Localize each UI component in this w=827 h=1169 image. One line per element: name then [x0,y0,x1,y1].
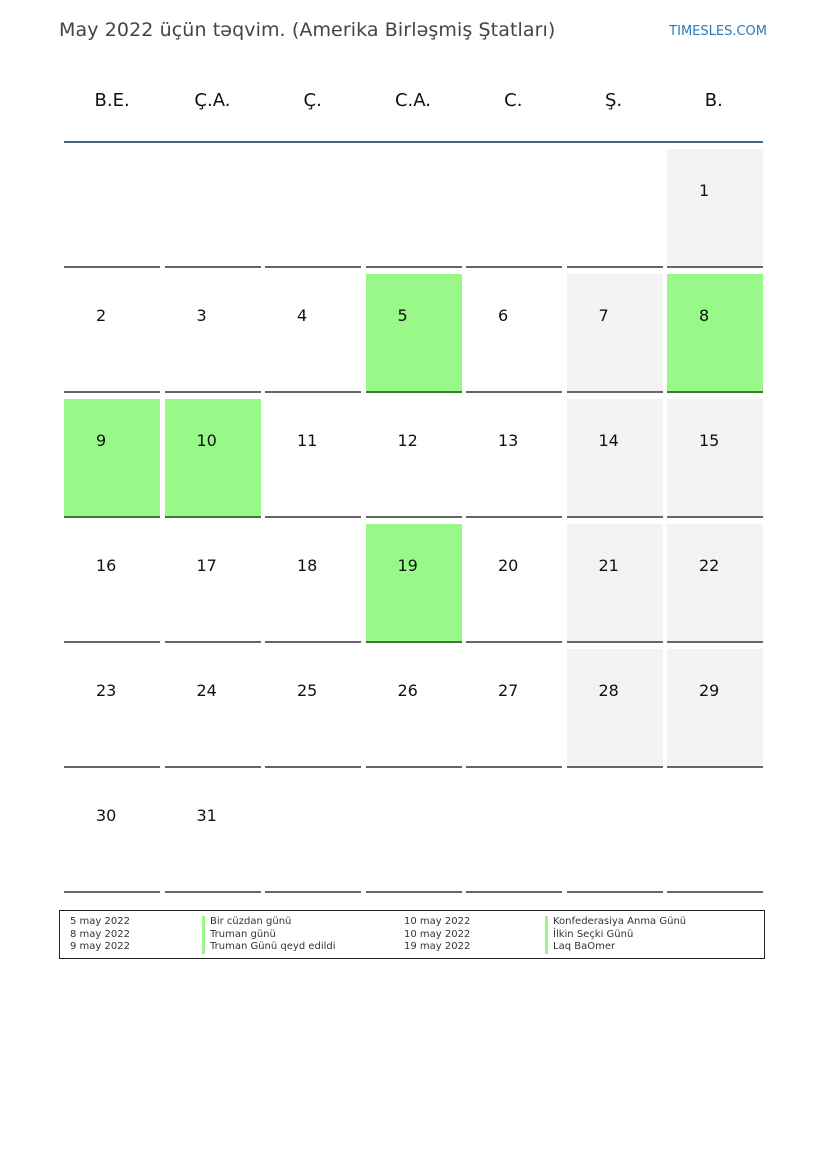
legend-holiday-name: Konfederasiya Anma Günü [545,916,686,929]
empty-day-cell [567,774,663,893]
day-number: 19 [397,556,418,575]
day-number: 17 [196,556,217,575]
day-cell [64,649,160,768]
day-number: 21 [598,556,619,575]
brand-link[interactable]: TIMESLES.COM [669,24,767,39]
day-cell [466,649,562,768]
day-number: 18 [297,556,318,575]
day-cell [64,399,160,518]
weekday-label: B. [704,90,723,111]
day-number: 4 [297,306,308,325]
day-cell [265,399,361,518]
empty-day-cell [265,149,361,268]
legend-left-names [202,916,336,954]
day-cell [265,524,361,643]
legend-date: 19 may 2022 [404,941,471,952]
day-cell [165,399,261,518]
day-cell [567,274,663,393]
day-number: 30 [96,806,117,825]
weekday-label: B.E. [94,90,130,111]
day-cell [466,524,562,643]
legend-holiday-name: Truman Günü qeyd edildi [202,941,336,954]
weekday-label: C. [504,90,523,111]
legend-date: 10 may 2022 [404,928,471,940]
day-number: 29 [699,681,720,700]
day-number: 26 [397,681,418,700]
day-cell [466,274,562,393]
day-cell [165,274,261,393]
day-cell [165,774,261,893]
header-divider [64,141,763,143]
day-number: 3 [196,306,207,325]
day-number: 11 [297,431,318,450]
day-cell [667,274,763,393]
day-number: 24 [196,681,217,700]
day-cell [667,649,763,768]
day-cell [265,274,361,393]
day-number: 27 [498,681,519,700]
day-cell [64,274,160,393]
day-number: 16 [96,556,117,575]
legend-right-names [545,916,686,954]
empty-day-cell [466,774,562,893]
day-cell [165,649,261,768]
legend-holiday-name: Laq BaOmer [545,941,686,954]
day-number: 22 [699,556,720,575]
legend-date: 10 may 2022 [404,916,471,927]
holiday-legend [59,910,765,959]
empty-day-cell [64,149,160,268]
legend-date: 8 may 2022 [70,928,130,940]
day-cell [366,524,462,643]
day-cell [567,524,663,643]
day-cell [165,524,261,643]
weekday-label: Ç.A. [194,90,231,111]
empty-day-cell [567,149,663,268]
legend-holiday-name: Truman günü [202,929,336,942]
day-number: 1 [699,181,710,200]
day-cell [667,524,763,643]
day-number: 14 [598,431,619,450]
day-number: 10 [196,431,217,450]
empty-day-cell [366,149,462,268]
day-cell [366,399,462,518]
day-cell [64,524,160,643]
day-number: 2 [96,306,107,325]
empty-day-cell [667,774,763,893]
legend-right-dates [404,916,470,954]
day-number: 5 [397,306,408,325]
empty-day-cell [466,149,562,268]
weekday-header [62,90,764,111]
day-cell [265,649,361,768]
day-number: 23 [96,681,117,700]
weekday-label: C.A. [394,90,431,111]
day-cell [366,274,462,393]
day-cell [466,399,562,518]
legend-holiday-name: Bir cüzdan günü [202,916,336,929]
day-number: 9 [96,431,107,450]
day-number: 28 [598,681,619,700]
empty-day-cell [165,149,261,268]
day-cell [667,399,763,518]
day-number: 8 [699,306,710,325]
empty-day-cell [265,774,361,893]
day-cell [64,774,160,893]
day-cell [567,649,663,768]
day-number: 6 [498,306,509,325]
weekday-label: Ç. [303,90,322,111]
legend-left-dates [70,916,130,954]
day-cell [667,149,763,268]
page-title: May 2022 üçün təqvim. (Amerika Birləşmiş Ştatları) [59,19,556,41]
weekday-label: Ş. [604,90,623,111]
day-number: 20 [498,556,519,575]
day-number: 13 [498,431,519,450]
empty-day-cell [366,774,462,893]
day-cell [366,649,462,768]
legend-date: 5 may 2022 [70,916,130,927]
day-number: 31 [196,806,217,825]
legend-holiday-name: İlkin Seçki Günü [545,929,686,942]
day-number: 12 [397,431,418,450]
day-cell [567,399,663,518]
day-number: 25 [297,681,318,700]
day-number: 15 [699,431,720,450]
day-number: 7 [598,306,609,325]
legend-date: 9 may 2022 [70,941,130,952]
